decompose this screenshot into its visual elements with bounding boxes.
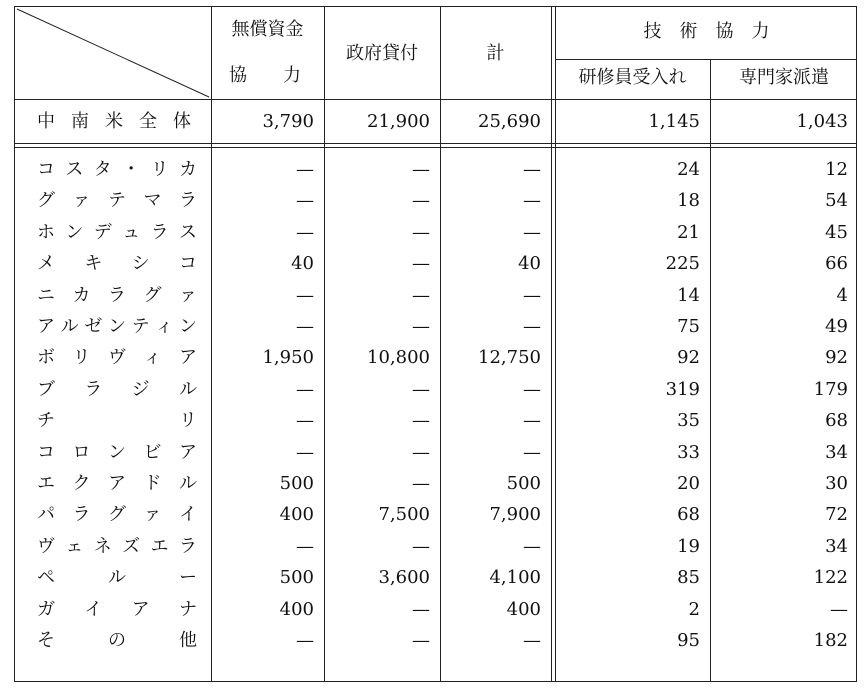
- cell-experts: 122: [813, 567, 848, 589]
- cell-trainees: 18: [677, 190, 700, 212]
- country-name: そ の 他: [37, 630, 197, 651]
- country-name: ペ ル ー: [37, 567, 197, 589]
- cell-total: —: [523, 378, 541, 400]
- cell-total: —: [523, 441, 541, 463]
- cell-total: 12,750: [478, 347, 541, 369]
- cell-loan: —: [412, 284, 430, 306]
- cell-experts: 12: [825, 159, 848, 180]
- header-diagonal: [15, 7, 211, 99]
- cell-loan: —: [412, 598, 430, 620]
- cell-experts: 182: [813, 630, 848, 651]
- cell-trainees: 20: [677, 473, 700, 494]
- cell-trainees: 85: [677, 567, 700, 589]
- cell-loan: 3,600: [378, 567, 430, 589]
- cell-loan: 10,800: [367, 347, 430, 369]
- cell-grant: 1,950: [262, 347, 314, 369]
- cell-experts: 34: [825, 535, 848, 557]
- cell-total: —: [523, 630, 541, 651]
- summary-total: 25,690: [478, 111, 541, 132]
- country-name: コ ロ ン ビ ア: [37, 441, 197, 463]
- cell-grant: 400: [279, 598, 314, 620]
- cell-loan: —: [412, 410, 430, 432]
- cell-loan: —: [412, 441, 430, 463]
- country-name: ブ ラ ジ ル: [37, 378, 197, 400]
- cell-grant: —: [296, 284, 314, 306]
- cell-experts: 54: [825, 190, 848, 212]
- cell-experts: —: [830, 598, 848, 620]
- country-name: コ ス タ ・ リ カ: [37, 159, 197, 180]
- cell-total: —: [523, 159, 541, 180]
- cell-grant: —: [296, 378, 314, 400]
- aid-table: [14, 6, 857, 682]
- country-name: グ ァ テ マ ラ: [37, 190, 197, 212]
- cell-trainees: 21: [677, 221, 700, 243]
- cell-loan: —: [412, 190, 430, 212]
- summary-grant: 3,790: [262, 111, 314, 132]
- country-name: チ リ: [37, 410, 197, 432]
- cell-loan: —: [412, 535, 430, 557]
- header-grant-line1: 無償資金: [231, 19, 304, 40]
- cell-grant: —: [296, 316, 314, 337]
- cell-experts: 34: [825, 441, 848, 463]
- cell-total: 4,100: [489, 567, 541, 589]
- header-tech: 技 術 協 力: [643, 21, 770, 42]
- country-name: ヴ ェ ネ ズ エ ラ: [37, 535, 197, 557]
- cell-experts: 179: [813, 378, 848, 400]
- cell-total: —: [523, 190, 541, 212]
- cell-trainees: 2: [688, 598, 700, 620]
- cell-total: 40: [518, 253, 541, 275]
- cell-loan: 7,500: [378, 504, 430, 526]
- cell-total: —: [523, 284, 541, 306]
- summary-experts: 1,043: [796, 111, 848, 132]
- cell-grant: 40: [291, 253, 314, 275]
- cell-loan: —: [412, 253, 430, 275]
- cell-experts: 68: [825, 410, 848, 432]
- cell-trainees: 68: [677, 504, 700, 526]
- cell-trainees: 19: [677, 535, 700, 557]
- cell-total: 400: [506, 598, 541, 620]
- cell-grant: —: [296, 630, 314, 651]
- cell-total: —: [523, 535, 541, 557]
- col-rule: [551, 7, 552, 681]
- cell-experts: 72: [825, 504, 848, 526]
- cell-loan: —: [412, 630, 430, 651]
- header-grant-line2: 協 力: [229, 65, 301, 86]
- cell-experts: 45: [825, 221, 848, 243]
- cell-grant: —: [296, 190, 314, 212]
- cell-trainees: 319: [665, 378, 700, 400]
- row-rule: [15, 143, 856, 144]
- country-name: ボ リ ヴ ィ ア: [37, 347, 197, 369]
- cell-trainees: 14: [677, 284, 700, 306]
- country-name: ホ ン デ ュ ラ ス: [37, 221, 197, 243]
- header-loan: 政府貸付: [346, 43, 418, 64]
- cell-grant: —: [296, 159, 314, 180]
- country-name: エ ク ア ド ル: [37, 473, 197, 494]
- cell-grant: 500: [279, 567, 314, 589]
- cell-trainees: 33: [677, 441, 700, 463]
- cell-experts: 92: [825, 347, 848, 369]
- cell-grant: 400: [279, 504, 314, 526]
- country-name: ガ イ ア ナ: [37, 598, 197, 620]
- row-rule: [15, 99, 856, 100]
- cell-experts: 30: [825, 473, 848, 494]
- cell-loan: —: [412, 316, 430, 337]
- cell-trainees: 24: [677, 159, 700, 180]
- summary-loan: 21,900: [367, 111, 430, 132]
- summary-name: 中 南 米 全 体: [37, 111, 197, 132]
- country-name: パ ラ グ ァ イ: [37, 504, 197, 526]
- country-name: メ キ シ コ: [37, 253, 197, 275]
- header-trainees: 研修員受入れ: [578, 67, 687, 88]
- header-experts: 専門家派遣: [739, 67, 829, 88]
- row-rule: [15, 147, 856, 148]
- cell-grant: 500: [279, 473, 314, 494]
- country-name: ニ カ ラ グ ァ: [37, 284, 197, 306]
- cell-grant: —: [296, 221, 314, 243]
- cell-experts: 4: [836, 284, 848, 306]
- header-total: 計: [486, 43, 505, 64]
- cell-experts: 66: [825, 253, 848, 275]
- cell-trainees: 92: [677, 347, 700, 369]
- cell-experts: 49: [825, 316, 848, 337]
- cell-total: —: [523, 316, 541, 337]
- cell-total: —: [523, 410, 541, 432]
- cell-loan: —: [412, 473, 430, 494]
- cell-grant: —: [296, 410, 314, 432]
- row-rule: [555, 59, 856, 60]
- cell-grant: —: [296, 441, 314, 463]
- cell-trainees: 95: [677, 630, 700, 651]
- cell-trainees: 75: [677, 316, 700, 337]
- cell-total: —: [523, 221, 541, 243]
- cell-total: 500: [506, 473, 541, 494]
- cell-trainees: 35: [677, 410, 700, 432]
- cell-loan: —: [412, 378, 430, 400]
- cell-grant: —: [296, 535, 314, 557]
- cell-total: 7,900: [489, 504, 541, 526]
- cell-trainees: 225: [665, 253, 700, 275]
- country-name: ア ル ゼ ン テ ィ ン: [37, 316, 197, 337]
- summary-trainees: 1,145: [648, 111, 700, 132]
- cell-loan: —: [412, 221, 430, 243]
- cell-loan: —: [412, 159, 430, 180]
